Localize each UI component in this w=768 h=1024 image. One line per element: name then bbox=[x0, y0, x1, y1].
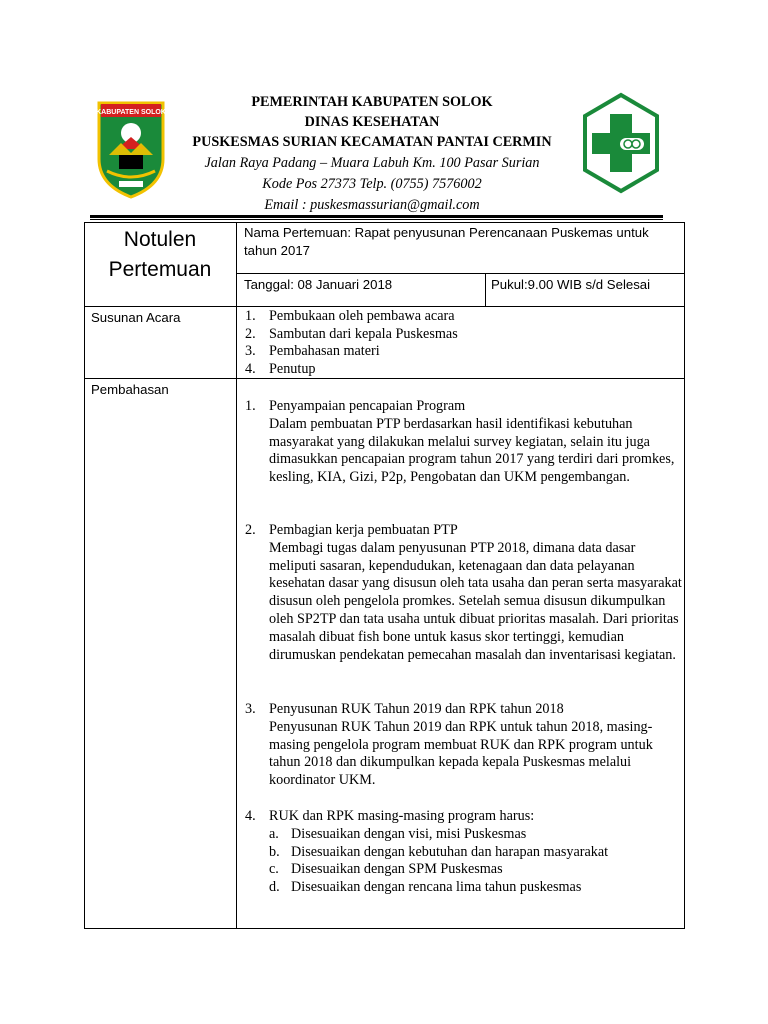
emblem-banner-text: KABUPATEN SOLOK bbox=[96, 109, 166, 116]
list-item: d. Disesuaikan dengan rencana lima tahun puskesmas bbox=[269, 879, 582, 896]
list-item: 3. Pembahasan materi bbox=[245, 343, 380, 360]
document-title: Notulen Pertemuan bbox=[108, 228, 212, 281]
agenda-list bbox=[245, 308, 675, 378]
discussion-body: Membagi tugas dalam penyusunan PTP 2018, dimana data dasar meliputi sasaran, kependudukan, ketenagaan dan data pelayanan kesehatan dasar yang disusun oleh tata usaha dan peran serta masyarakat disusun oleh pengelola promkes. Setelah semua disusun dikumpulkan oleh SP2TP dan tata usaha untuk dibuat prioritas masalah. Dari prioritas masalah dibuat fish bone untuk kasus skor tertinggi, kemudian dirumuskan pendekatan pemecahan masalah dan inventarisasi kegiatan. bbox=[269, 539, 682, 663]
discussion-point-2: 2. Pembagian kerja pembuatan PTP Membagi tugas dalam penyusunan PTP 2018, dimana data dasar meliputi sasaran, kependudukan, ketenagaan dan data pelayanan kesehatan dasar yang disusun oleh tata usaha dan peran serta masyarakat disusun oleh pengelola promkes. Setelah semua disusun dikumpulkan oleh SP2TP dan tata usaha untuk dibuat prioritas masalah. Dari prioritas masalah dibuat fish bone untuk kasus skor tertinggi, kemudian dirumuskan pendekatan pemecahan masalah dan inventarisasi kegiatan. bbox=[245, 522, 685, 664]
meeting-name: Nama Pertemuan: Rapat penyusunan Perencanaan Puskemas untuk tahun 2017 bbox=[244, 225, 649, 258]
list-item: 1. Pembukaan oleh pembawa acara bbox=[245, 308, 455, 324]
kabupaten-solok-emblem bbox=[95, 97, 167, 199]
puskesmas-logo bbox=[582, 92, 660, 194]
agenda-label: Susunan Acara bbox=[91, 310, 181, 325]
header-government: PEMERINTAH KABUPATEN SOLOK bbox=[251, 94, 493, 110]
header-email: Email : puskesmassurian@gmail.com bbox=[264, 197, 480, 213]
discussion-body: Dalam pembuatan PTP berdasarkan hasil identifikasi kebutuhan masyarakat yang dilakukan melalui survey kegiatan, selain itu juga dimasukkan pencapaian program tahun 2017 yang terdiri dari promkes, kesling, KIA, Gizi, P2p, Pengobatan dan UKM pengembangan. bbox=[269, 415, 675, 486]
discussion-point-1: 1. Penyampaian pencapaian Program Dalam pembuatan PTP berdasarkan hasil identifikasi kebutuhan masyarakat yang dilakukan melalui survey kegiatan, selain itu juga dimasukkan pencapaian program tahun 2017 yang terdiri dari promkes, kesling, KIA, Gizi, P2p, Pengobatan dan UKM pengembangan. bbox=[245, 398, 685, 487]
minutes-table bbox=[84, 222, 685, 929]
list-item: b. Disesuaikan dengan kebutuhan dan harapan masyarakat bbox=[269, 843, 609, 860]
discussion-label: Pembahasan bbox=[91, 382, 169, 397]
header-puskesmas: PUSKESMAS SURIAN KECAMATAN PANTAI CERMIN bbox=[192, 134, 552, 150]
list-item: c. Disesuaikan dengan SPM Puskesmas bbox=[269, 861, 503, 878]
discussion-point-4: 4. RUK dan RPK masing-masing program harus: a. Disesuaikan dengan visi, misi Puskesmas b. Disesuaikan dengan kebutuhan dan harapan masyarakat c. Disesuaikan dengan SPM Puskesmas d. Disesuaikan dengan rencana lima tahun puskesmas bbox=[245, 808, 685, 897]
list-item: a. Disesuaikan dengan visi, misi Puskesmas bbox=[269, 825, 527, 842]
header-postal: Kode Pos 27373 Telp. (0755) 7576002 bbox=[262, 176, 482, 192]
header-divider-thick bbox=[90, 215, 663, 218]
discussion-body: Penyusunan RUK Tahun 2019 dan RPK untuk tahun 2018, masing-masing pengelola program membuat RUK dan RPK program untuk tahun 2018 dan dikumpulkan kepada kepala Puskesmas melalui koordinator UKM. bbox=[269, 718, 653, 789]
header-divider-thin bbox=[90, 219, 663, 220]
list-item: 4. Penutup bbox=[245, 360, 316, 377]
header-address: Jalan Raya Padang – Muara Labuh Km. 100 Pasar Surian bbox=[204, 155, 540, 171]
meeting-date: Tanggal: 08 Januari 2018 bbox=[244, 277, 393, 292]
discussion-point-3: 3. Penyusunan RUK Tahun 2019 dan RPK tahun 2018 Penyusunan RUK Tahun 2019 dan RPK untuk tahun 2018, masing-masing pengelola program membuat RUK dan RPK program untuk tahun 2018 dan dikumpulkan kepada kepala Puskesmas melalui koordinator UKM. bbox=[245, 701, 685, 790]
meeting-time: Pukul:9.00 WIB s/d Selesai bbox=[491, 277, 651, 292]
list-item: 2. Sambutan dari kepala Puskesmas bbox=[245, 325, 458, 342]
header-department: DINAS KESEHATAN bbox=[304, 114, 440, 130]
